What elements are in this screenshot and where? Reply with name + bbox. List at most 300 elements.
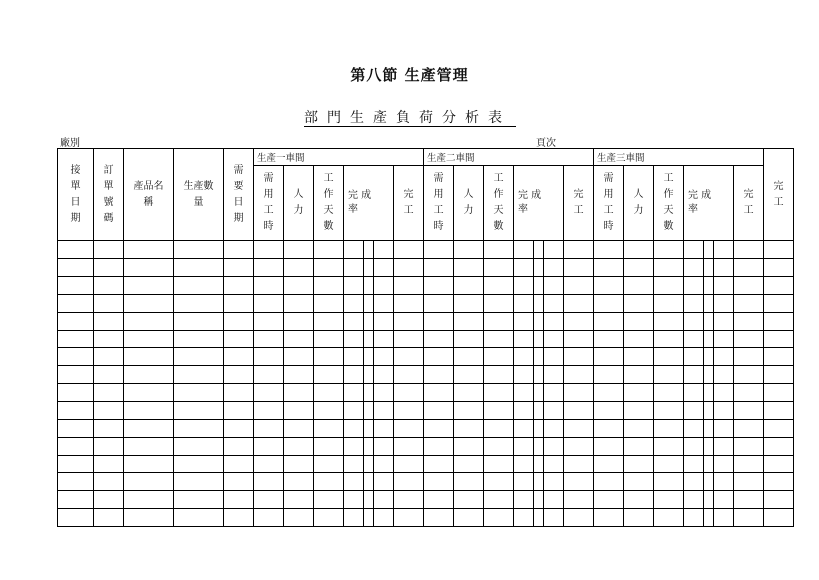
table-cell[interactable]	[364, 294, 374, 312]
table-cell[interactable]	[344, 437, 364, 455]
table-cell[interactable]	[174, 437, 224, 455]
table-cell[interactable]	[704, 366, 714, 384]
table-cell[interactable]	[224, 348, 254, 366]
table-cell[interactable]	[94, 348, 124, 366]
table-cell[interactable]	[534, 491, 544, 509]
table-cell[interactable]	[314, 455, 344, 473]
table-cell[interactable]	[454, 330, 484, 348]
table-cell[interactable]	[514, 366, 534, 384]
table-cell[interactable]	[714, 437, 734, 455]
table-cell[interactable]	[544, 259, 564, 277]
table-cell[interactable]	[764, 455, 794, 473]
table-cell[interactable]	[764, 312, 794, 330]
table-cell[interactable]	[534, 330, 544, 348]
table-cell[interactable]	[94, 419, 124, 437]
table-cell[interactable]	[424, 437, 454, 455]
table-cell[interactable]	[394, 455, 424, 473]
table-cell[interactable]	[424, 473, 454, 491]
table-cell[interactable]	[484, 455, 514, 473]
table-cell[interactable]	[514, 259, 534, 277]
table-cell[interactable]	[174, 419, 224, 437]
table-cell[interactable]	[364, 509, 374, 527]
table-cell[interactable]	[124, 277, 174, 295]
table-cell[interactable]	[394, 437, 424, 455]
table-cell[interactable]	[534, 277, 544, 295]
table-cell[interactable]	[454, 419, 484, 437]
table-cell[interactable]	[764, 241, 794, 259]
table-cell[interactable]	[344, 277, 364, 295]
table-cell[interactable]	[684, 259, 704, 277]
table-cell[interactable]	[254, 384, 284, 402]
table-cell[interactable]	[124, 491, 174, 509]
table-cell[interactable]	[624, 455, 654, 473]
table-cell[interactable]	[394, 384, 424, 402]
table-cell[interactable]	[564, 312, 594, 330]
table-cell[interactable]	[654, 348, 684, 366]
table-cell[interactable]	[454, 491, 484, 509]
table-cell[interactable]	[424, 241, 454, 259]
table-cell[interactable]	[364, 312, 374, 330]
table-cell[interactable]	[314, 491, 344, 509]
table-cell[interactable]	[454, 473, 484, 491]
table-cell[interactable]	[684, 401, 704, 419]
table-cell[interactable]	[544, 330, 564, 348]
table-cell[interactable]	[704, 437, 714, 455]
table-cell[interactable]	[594, 419, 624, 437]
table-cell[interactable]	[704, 277, 714, 295]
table-cell[interactable]	[534, 455, 544, 473]
table-cell[interactable]	[704, 384, 714, 402]
table-cell[interactable]	[514, 312, 534, 330]
table-cell[interactable]	[374, 366, 394, 384]
table-cell[interactable]	[314, 366, 344, 384]
table-cell[interactable]	[534, 259, 544, 277]
table-cell[interactable]	[364, 419, 374, 437]
table-cell[interactable]	[224, 437, 254, 455]
table-cell[interactable]	[594, 330, 624, 348]
table-cell[interactable]	[484, 259, 514, 277]
table-cell[interactable]	[364, 384, 374, 402]
table-cell[interactable]	[314, 509, 344, 527]
table-cell[interactable]	[704, 509, 714, 527]
table-cell[interactable]	[534, 384, 544, 402]
table-cell[interactable]	[454, 259, 484, 277]
table-cell[interactable]	[374, 455, 394, 473]
table-cell[interactable]	[484, 312, 514, 330]
table-cell[interactable]	[534, 348, 544, 366]
table-cell[interactable]	[364, 401, 374, 419]
table-cell[interactable]	[624, 419, 654, 437]
table-cell[interactable]	[514, 437, 534, 455]
table-cell[interactable]	[544, 491, 564, 509]
table-cell[interactable]	[364, 455, 374, 473]
table-cell[interactable]	[764, 401, 794, 419]
table-cell[interactable]	[734, 241, 764, 259]
table-cell[interactable]	[624, 277, 654, 295]
table-cell[interactable]	[374, 419, 394, 437]
table-cell[interactable]	[344, 401, 364, 419]
table-cell[interactable]	[124, 330, 174, 348]
table-cell[interactable]	[514, 348, 534, 366]
table-cell[interactable]	[424, 348, 454, 366]
table-cell[interactable]	[254, 473, 284, 491]
table-cell[interactable]	[314, 277, 344, 295]
table-cell[interactable]	[454, 384, 484, 402]
table-cell[interactable]	[594, 294, 624, 312]
table-cell[interactable]	[174, 259, 224, 277]
table-cell[interactable]	[124, 455, 174, 473]
table-cell[interactable]	[684, 348, 704, 366]
table-cell[interactable]	[424, 384, 454, 402]
table-cell[interactable]	[564, 259, 594, 277]
table-cell[interactable]	[514, 419, 534, 437]
table-cell[interactable]	[58, 455, 94, 473]
table-cell[interactable]	[714, 294, 734, 312]
table-cell[interactable]	[594, 366, 624, 384]
table-cell[interactable]	[564, 366, 594, 384]
table-cell[interactable]	[564, 401, 594, 419]
table-cell[interactable]	[514, 401, 534, 419]
table-cell[interactable]	[734, 294, 764, 312]
table-cell[interactable]	[224, 312, 254, 330]
table-cell[interactable]	[654, 401, 684, 419]
table-cell[interactable]	[654, 384, 684, 402]
table-cell[interactable]	[714, 241, 734, 259]
table-cell[interactable]	[594, 348, 624, 366]
table-cell[interactable]	[764, 491, 794, 509]
table-cell[interactable]	[684, 437, 704, 455]
table-cell[interactable]	[594, 509, 624, 527]
table-cell[interactable]	[484, 241, 514, 259]
table-cell[interactable]	[344, 491, 364, 509]
table-cell[interactable]	[254, 294, 284, 312]
table-cell[interactable]	[564, 437, 594, 455]
table-cell[interactable]	[58, 437, 94, 455]
table-cell[interactable]	[714, 348, 734, 366]
table-cell[interactable]	[594, 455, 624, 473]
table-cell[interactable]	[174, 277, 224, 295]
table-cell[interactable]	[564, 491, 594, 509]
table-cell[interactable]	[224, 277, 254, 295]
table-cell[interactable]	[734, 455, 764, 473]
table-cell[interactable]	[224, 241, 254, 259]
table-cell[interactable]	[224, 509, 254, 527]
table-cell[interactable]	[684, 294, 704, 312]
table-cell[interactable]	[374, 491, 394, 509]
table-cell[interactable]	[764, 473, 794, 491]
table-cell[interactable]	[654, 473, 684, 491]
table-cell[interactable]	[364, 348, 374, 366]
table-cell[interactable]	[454, 241, 484, 259]
table-cell[interactable]	[704, 294, 714, 312]
table-cell[interactable]	[624, 491, 654, 509]
table-cell[interactable]	[714, 491, 734, 509]
table-cell[interactable]	[374, 277, 394, 295]
table-cell[interactable]	[284, 437, 314, 455]
table-cell[interactable]	[564, 277, 594, 295]
table-cell[interactable]	[624, 259, 654, 277]
table-cell[interactable]	[394, 294, 424, 312]
table-cell[interactable]	[544, 437, 564, 455]
table-cell[interactable]	[564, 419, 594, 437]
table-cell[interactable]	[514, 491, 534, 509]
table-cell[interactable]	[564, 330, 594, 348]
table-cell[interactable]	[124, 294, 174, 312]
table-cell[interactable]	[424, 277, 454, 295]
table-cell[interactable]	[124, 473, 174, 491]
table-cell[interactable]	[344, 384, 364, 402]
table-cell[interactable]	[58, 348, 94, 366]
table-cell[interactable]	[544, 419, 564, 437]
table-cell[interactable]	[684, 277, 704, 295]
table-cell[interactable]	[394, 366, 424, 384]
table-cell[interactable]	[654, 437, 684, 455]
table-cell[interactable]	[58, 473, 94, 491]
table-cell[interactable]	[374, 259, 394, 277]
table-cell[interactable]	[284, 509, 314, 527]
table-cell[interactable]	[534, 419, 544, 437]
table-cell[interactable]	[684, 419, 704, 437]
table-cell[interactable]	[544, 366, 564, 384]
table-cell[interactable]	[654, 259, 684, 277]
table-cell[interactable]	[534, 509, 544, 527]
table-cell[interactable]	[764, 294, 794, 312]
table-cell[interactable]	[514, 330, 534, 348]
table-cell[interactable]	[94, 509, 124, 527]
table-cell[interactable]	[564, 294, 594, 312]
table-cell[interactable]	[764, 259, 794, 277]
table-cell[interactable]	[594, 384, 624, 402]
table-cell[interactable]	[124, 437, 174, 455]
table-cell[interactable]	[58, 366, 94, 384]
table-cell[interactable]	[254, 241, 284, 259]
table-cell[interactable]	[284, 348, 314, 366]
table-cell[interactable]	[224, 491, 254, 509]
table-cell[interactable]	[344, 509, 364, 527]
table-cell[interactable]	[314, 294, 344, 312]
table-cell[interactable]	[654, 312, 684, 330]
table-cell[interactable]	[424, 419, 454, 437]
table-cell[interactable]	[94, 277, 124, 295]
table-cell[interactable]	[764, 437, 794, 455]
table-cell[interactable]	[454, 348, 484, 366]
table-cell[interactable]	[394, 491, 424, 509]
table-cell[interactable]	[314, 348, 344, 366]
table-cell[interactable]	[174, 330, 224, 348]
table-cell[interactable]	[314, 437, 344, 455]
table-cell[interactable]	[454, 437, 484, 455]
table-cell[interactable]	[394, 259, 424, 277]
table-cell[interactable]	[314, 330, 344, 348]
table-cell[interactable]	[314, 259, 344, 277]
table-cell[interactable]	[94, 366, 124, 384]
table-cell[interactable]	[284, 330, 314, 348]
table-cell[interactable]	[654, 419, 684, 437]
table-cell[interactable]	[564, 241, 594, 259]
table-cell[interactable]	[654, 277, 684, 295]
table-cell[interactable]	[254, 366, 284, 384]
table-cell[interactable]	[424, 366, 454, 384]
table-cell[interactable]	[594, 241, 624, 259]
table-cell[interactable]	[544, 241, 564, 259]
table-cell[interactable]	[174, 294, 224, 312]
table-cell[interactable]	[534, 437, 544, 455]
table-cell[interactable]	[704, 330, 714, 348]
table-cell[interactable]	[624, 294, 654, 312]
table-cell[interactable]	[764, 384, 794, 402]
table-cell[interactable]	[704, 401, 714, 419]
table-cell[interactable]	[94, 294, 124, 312]
table-cell[interactable]	[124, 259, 174, 277]
table-cell[interactable]	[394, 330, 424, 348]
table-cell[interactable]	[254, 437, 284, 455]
table-cell[interactable]	[94, 259, 124, 277]
table-cell[interactable]	[654, 455, 684, 473]
table-cell[interactable]	[94, 455, 124, 473]
table-cell[interactable]	[654, 491, 684, 509]
table-cell[interactable]	[514, 473, 534, 491]
table-cell[interactable]	[58, 491, 94, 509]
table-cell[interactable]	[94, 473, 124, 491]
table-cell[interactable]	[764, 509, 794, 527]
table-cell[interactable]	[344, 473, 364, 491]
table-cell[interactable]	[704, 473, 714, 491]
table-cell[interactable]	[174, 491, 224, 509]
table-cell[interactable]	[254, 330, 284, 348]
table-cell[interactable]	[224, 294, 254, 312]
table-cell[interactable]	[424, 294, 454, 312]
table-cell[interactable]	[58, 509, 94, 527]
table-cell[interactable]	[514, 277, 534, 295]
table-cell[interactable]	[224, 330, 254, 348]
table-cell[interactable]	[424, 509, 454, 527]
table-cell[interactable]	[484, 437, 514, 455]
table-cell[interactable]	[624, 384, 654, 402]
table-cell[interactable]	[714, 259, 734, 277]
table-cell[interactable]	[174, 401, 224, 419]
table-cell[interactable]	[254, 509, 284, 527]
table-cell[interactable]	[544, 473, 564, 491]
table-cell[interactable]	[224, 455, 254, 473]
table-cell[interactable]	[174, 455, 224, 473]
table-cell[interactable]	[284, 384, 314, 402]
table-cell[interactable]	[124, 241, 174, 259]
table-cell[interactable]	[124, 509, 174, 527]
table-cell[interactable]	[684, 509, 704, 527]
table-cell[interactable]	[484, 491, 514, 509]
table-cell[interactable]	[394, 312, 424, 330]
table-cell[interactable]	[364, 259, 374, 277]
table-cell[interactable]	[284, 401, 314, 419]
table-cell[interactable]	[394, 509, 424, 527]
table-cell[interactable]	[484, 330, 514, 348]
table-cell[interactable]	[454, 312, 484, 330]
table-cell[interactable]	[764, 348, 794, 366]
table-cell[interactable]	[314, 241, 344, 259]
table-cell[interactable]	[544, 312, 564, 330]
table-cell[interactable]	[734, 366, 764, 384]
table-cell[interactable]	[344, 348, 364, 366]
table-cell[interactable]	[254, 401, 284, 419]
table-cell[interactable]	[544, 384, 564, 402]
table-cell[interactable]	[714, 384, 734, 402]
table-cell[interactable]	[454, 455, 484, 473]
table-cell[interactable]	[714, 366, 734, 384]
table-cell[interactable]	[484, 366, 514, 384]
table-cell[interactable]	[684, 455, 704, 473]
table-cell[interactable]	[344, 294, 364, 312]
table-cell[interactable]	[594, 259, 624, 277]
table-cell[interactable]	[684, 473, 704, 491]
table-cell[interactable]	[94, 241, 124, 259]
table-cell[interactable]	[734, 401, 764, 419]
table-cell[interactable]	[764, 366, 794, 384]
table-cell[interactable]	[254, 277, 284, 295]
table-cell[interactable]	[514, 384, 534, 402]
table-cell[interactable]	[124, 312, 174, 330]
table-cell[interactable]	[484, 294, 514, 312]
table-cell[interactable]	[704, 312, 714, 330]
table-cell[interactable]	[624, 473, 654, 491]
table-cell[interactable]	[374, 330, 394, 348]
table-cell[interactable]	[424, 491, 454, 509]
table-cell[interactable]	[764, 330, 794, 348]
table-cell[interactable]	[714, 330, 734, 348]
table-cell[interactable]	[714, 312, 734, 330]
table-cell[interactable]	[484, 419, 514, 437]
table-cell[interactable]	[174, 312, 224, 330]
table-cell[interactable]	[174, 366, 224, 384]
table-cell[interactable]	[124, 384, 174, 402]
table-cell[interactable]	[534, 312, 544, 330]
table-cell[interactable]	[734, 437, 764, 455]
table-cell[interactable]	[374, 348, 394, 366]
table-cell[interactable]	[254, 348, 284, 366]
table-cell[interactable]	[424, 259, 454, 277]
table-cell[interactable]	[284, 455, 314, 473]
table-cell[interactable]	[94, 312, 124, 330]
table-cell[interactable]	[58, 241, 94, 259]
table-cell[interactable]	[484, 348, 514, 366]
table-cell[interactable]	[514, 241, 534, 259]
table-cell[interactable]	[364, 491, 374, 509]
table-cell[interactable]	[94, 330, 124, 348]
table-cell[interactable]	[254, 259, 284, 277]
table-cell[interactable]	[624, 437, 654, 455]
table-cell[interactable]	[284, 366, 314, 384]
table-cell[interactable]	[564, 384, 594, 402]
table-cell[interactable]	[734, 277, 764, 295]
table-cell[interactable]	[364, 241, 374, 259]
table-cell[interactable]	[484, 509, 514, 527]
table-cell[interactable]	[454, 401, 484, 419]
table-cell[interactable]	[364, 437, 374, 455]
table-cell[interactable]	[174, 384, 224, 402]
table-cell[interactable]	[594, 473, 624, 491]
table-cell[interactable]	[654, 509, 684, 527]
table-cell[interactable]	[58, 330, 94, 348]
table-cell[interactable]	[734, 312, 764, 330]
table-cell[interactable]	[734, 348, 764, 366]
table-cell[interactable]	[174, 509, 224, 527]
table-cell[interactable]	[374, 401, 394, 419]
table-cell[interactable]	[564, 455, 594, 473]
table-cell[interactable]	[454, 294, 484, 312]
table-cell[interactable]	[94, 491, 124, 509]
table-cell[interactable]	[314, 312, 344, 330]
table-cell[interactable]	[364, 277, 374, 295]
table-cell[interactable]	[514, 455, 534, 473]
